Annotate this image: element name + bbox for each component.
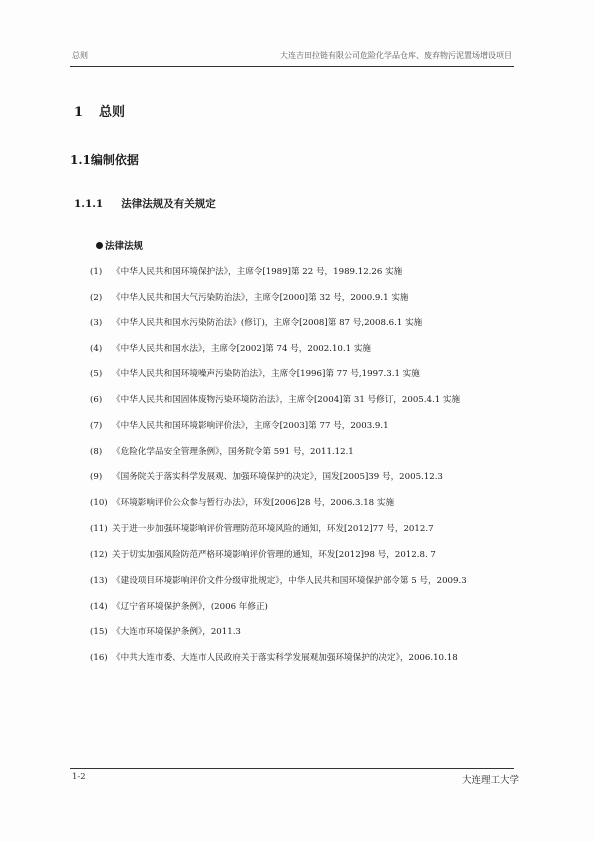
reference-number: (1) bbox=[90, 267, 103, 277]
header-divider bbox=[70, 66, 514, 67]
reference-item bbox=[90, 315, 520, 331]
reference-text: 《建设项目环境影响评价文件分级审批规定》，中华人民共和国环境保护部令第 5 号，2009.3 bbox=[112, 575, 467, 586]
reference-text: 关于切实加强风险防范严格环境影响评价管理的通知，环发[2012]98 号，2012.8. 7 bbox=[112, 549, 436, 560]
chapter-number: 1 bbox=[74, 105, 84, 120]
list-heading-text: 法律法规 bbox=[105, 241, 144, 252]
reference-item bbox=[90, 521, 520, 537]
reference-number: (12) bbox=[90, 549, 108, 560]
reference-text: 《国务院关于落实科学发展观、加强环境保护的决定》，国发[2005]39 号，2005.12.3 bbox=[112, 472, 443, 483]
reference-item bbox=[90, 599, 520, 615]
reference-text: 《辽宁省环境保护条例》，(2006 年修正) bbox=[112, 601, 268, 612]
reference-number: (4) bbox=[90, 343, 103, 354]
reference-text: 《中华人民共和国环境保护法》，主席令[1989]第 22 号，1989.12.26 实施 bbox=[112, 267, 403, 277]
reference-item bbox=[90, 650, 520, 666]
chapter-title: 总则 bbox=[99, 105, 126, 120]
reference-number: (8) bbox=[90, 446, 103, 457]
list-heading bbox=[96, 238, 143, 252]
reference-item bbox=[90, 392, 520, 408]
reference-item bbox=[90, 624, 520, 640]
reference-number: (11) bbox=[90, 523, 108, 534]
reference-number: (5) bbox=[90, 369, 103, 380]
reference-number: (15) bbox=[90, 627, 108, 638]
reference-text: 《中华人民共和国大气污染防治法》，主席令[2000]第 32 号，2000.9.1 实施 bbox=[112, 292, 409, 303]
reference-text: 关于进一步加强环境影响评价管理防范环境风险的通知，环发[2012]77 号，2012.7 bbox=[112, 523, 434, 534]
reference-text: 《危险化学品安全管理条例》，国务院令第 591 号，2011.12.1 bbox=[112, 446, 354, 457]
subsection-title: 法律法规及有关规定 bbox=[121, 198, 216, 210]
reference-item bbox=[90, 290, 520, 306]
reference-item bbox=[90, 264, 520, 280]
reference-text: 《中华人民共和国水污染防治法》(修订)，主席令[2008]第 87 号,2008.6.1 实施 bbox=[112, 318, 423, 329]
subsection-number: 1.1.1 bbox=[74, 198, 104, 210]
section-heading: 1.1编制依据 bbox=[70, 153, 139, 167]
reference-number: (3) bbox=[90, 318, 103, 329]
reference-item bbox=[90, 573, 520, 589]
reference-item bbox=[90, 341, 520, 357]
page-header bbox=[70, 48, 514, 66]
subsection-heading bbox=[74, 196, 216, 211]
reference-text: 《中共大连市委、大连市人民政府关于落实科学发展观加强环境保护的决定》，2006.10.18 bbox=[112, 652, 458, 663]
chapter-heading bbox=[74, 101, 125, 120]
header-chapter: 总则 bbox=[72, 51, 88, 60]
reference-text: 《中华人民共和国环境噪声污染防治法》，主席令[1996]第 77 号,1997.3.1 实施 bbox=[112, 369, 420, 380]
reference-text: 《中华人民共和国水法》，主席令[2002]第 74 号，2002.10.1 实施 bbox=[112, 343, 372, 354]
reference-number: (16) bbox=[90, 652, 108, 663]
reference-number: (13) bbox=[90, 575, 108, 586]
reference-text: 《环境影响评价公众参与暂行办法》，环发[2006]28 号，2006.3.18 实施 bbox=[112, 498, 395, 509]
reference-number: (9) bbox=[90, 472, 103, 483]
reference-number: (14) bbox=[90, 601, 108, 612]
reference-item bbox=[90, 366, 520, 382]
reference-text: 《中华人民共和国环境影响评价法》，主席令[2003]第 77 号，2003.9.1 bbox=[112, 420, 389, 431]
reference-number: (6) bbox=[90, 394, 103, 405]
reference-item bbox=[90, 444, 520, 460]
reference-number: (10) bbox=[90, 498, 108, 509]
reference-text: 《中华人民共和国固体废物污染环境防治法》，主席令[2004]第 31 号修订，2005.4.1 实施 bbox=[112, 394, 461, 405]
reference-list bbox=[90, 264, 520, 676]
footer-institution: 大连理工大学 bbox=[461, 775, 519, 786]
reference-text: 《大连市环境保护条例》，2011.3 bbox=[112, 627, 241, 638]
reference-number: (2) bbox=[90, 292, 103, 303]
reference-item bbox=[90, 547, 520, 563]
reference-item bbox=[90, 495, 520, 511]
footer-divider bbox=[70, 768, 514, 769]
header-project-title: 大连吉田拉链有限公司危险化学品仓库、废弃物污泥置场增设项目 bbox=[280, 51, 512, 60]
reference-number: (7) bbox=[90, 420, 103, 431]
page-number: 1-2 bbox=[72, 772, 86, 782]
filled-circle-bullet-icon bbox=[96, 242, 103, 249]
reference-item bbox=[90, 469, 520, 485]
reference-item bbox=[90, 418, 520, 434]
